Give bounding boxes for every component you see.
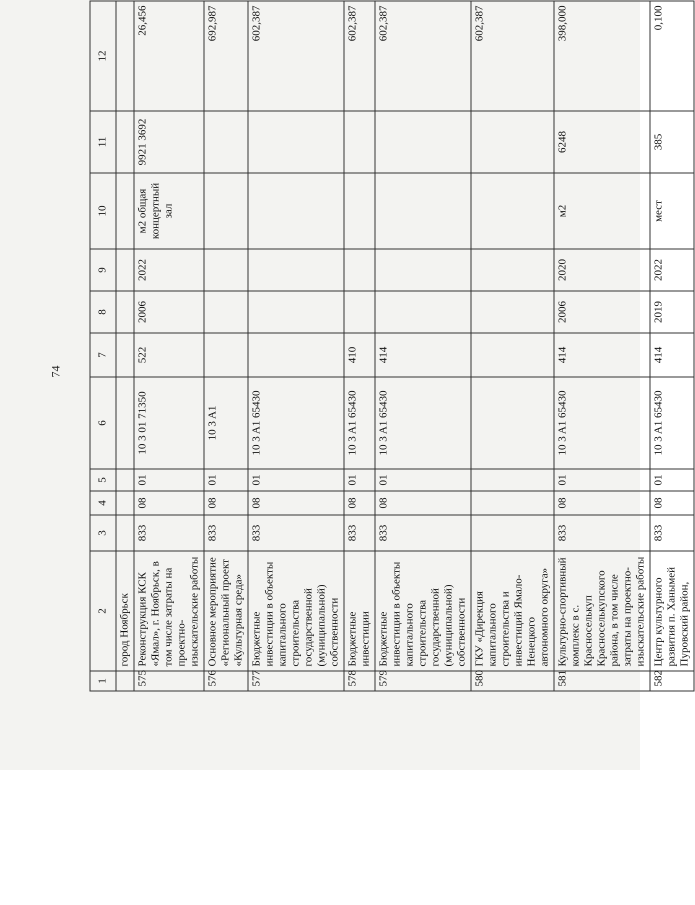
table-cell [204, 111, 248, 173]
header-cell: 2 [90, 551, 116, 671]
header-cell: 8 [90, 291, 116, 333]
table-cell: 10 3 A1 65430 [554, 377, 650, 469]
header-cell: 11 [90, 111, 116, 173]
header-cell: 7 [90, 333, 116, 377]
table-cell: Реконструкция КСК «Ямал», г. Ноябрьск, в том числе затраты на проектно-изыскательские работы [134, 551, 204, 671]
table-cell [116, 173, 134, 249]
table-cell: 577 [248, 671, 344, 691]
table-row [554, 1, 650, 691]
header-cell: 3 [90, 515, 116, 551]
table-cell: город Ноябрьск [116, 551, 134, 671]
table-cell: 9921 3692 [134, 111, 204, 173]
header-cell: 9 [90, 249, 116, 291]
table-cell: 398,000 [554, 1, 650, 111]
table-cell: 833 [134, 515, 204, 551]
header-row [90, 1, 116, 691]
table-cell [116, 1, 134, 111]
table-cell: 581 [554, 671, 650, 691]
table-cell: 692,987 [204, 1, 248, 111]
table-cell: 08 [554, 491, 650, 515]
table-cell: 01 [375, 469, 471, 491]
table-cell: 833 [248, 515, 344, 551]
table-cell: 26,456 [134, 1, 204, 111]
table-cell: 602,387 [344, 1, 375, 111]
table-cell: 10 3 A1 65430 [650, 377, 694, 469]
table-row [116, 1, 134, 691]
table-cell: 575 [134, 671, 204, 691]
table-cell: 833 [554, 515, 650, 551]
table-row [248, 1, 344, 691]
table-cell: 10 3 A1 65430 [248, 377, 344, 469]
table-cell: 01 [650, 469, 694, 491]
table-cell [116, 469, 134, 491]
table-cell [375, 111, 471, 173]
table-cell: 522 [134, 333, 204, 377]
table-cell [248, 291, 344, 333]
table-cell: 10 3 A1 65430 [344, 377, 375, 469]
table-cell: 6248 [554, 111, 650, 173]
table-cell: 833 [375, 515, 471, 551]
table-cell [248, 249, 344, 291]
header-cell: 12 [90, 1, 116, 111]
table-cell: 833 [344, 515, 375, 551]
table-cell: 10 3 A1 65430 [375, 377, 471, 469]
table-cell: 08 [204, 491, 248, 515]
table-cell: Бюджетные инвестиции в объекты капитального строительства государственной (муниципальной) собственности [375, 551, 471, 671]
table-cell: 0,100 [650, 1, 694, 111]
table-cell [471, 333, 554, 377]
table-cell: 01 [554, 469, 650, 491]
table-cell: Бюджетные инвестиции [344, 551, 375, 671]
table-cell: 602,387 [248, 1, 344, 111]
table-cell: Бюджетные инвестиции в объекты капитального строительства государственной (муниципальной) собственности [248, 551, 344, 671]
table-cell: Центр культурного развития п. Ханымей Пуровский район, [650, 551, 694, 671]
table-cell: 414 [375, 333, 471, 377]
table-row [650, 1, 694, 691]
table-cell: 414 [650, 333, 694, 377]
table-cell: 414 [554, 333, 650, 377]
table-cell [375, 249, 471, 291]
table-cell: 2006 [134, 291, 204, 333]
budget-table-rotated [90, 2, 691, 692]
table-cell [116, 291, 134, 333]
table-row [204, 1, 248, 691]
table-cell: 410 [344, 333, 375, 377]
table-cell [204, 291, 248, 333]
table-cell: 2022 [650, 249, 694, 291]
table-cell [471, 491, 554, 515]
table-cell: 08 [650, 491, 694, 515]
table-cell: 578 [344, 671, 375, 691]
header-cell: 4 [90, 491, 116, 515]
table-cell [471, 249, 554, 291]
table-cell [116, 671, 134, 691]
table-row [134, 1, 204, 691]
table-cell: 2022 [134, 249, 204, 291]
table-cell: 580 [471, 671, 554, 691]
table-cell [248, 173, 344, 249]
table-cell: 602,387 [471, 1, 554, 111]
table-cell: м2 [554, 173, 650, 249]
header-cell: 10 [90, 173, 116, 249]
table-cell: 08 [248, 491, 344, 515]
table-cell [248, 111, 344, 173]
table-cell [344, 173, 375, 249]
table-cell: Основное мероприятие «Региональный проект «Культурная среда» [204, 551, 248, 671]
table-cell [204, 333, 248, 377]
table-cell: 579 [375, 671, 471, 691]
table-cell: ГКУ «Дирекция капитального строительства и инвестиций Ямало-Ненецкого автономного округа» [471, 551, 554, 671]
table-cell [248, 333, 344, 377]
table-cell [471, 469, 554, 491]
table-cell [344, 111, 375, 173]
table-cell: 833 [650, 515, 694, 551]
table-cell [344, 249, 375, 291]
table-cell [116, 491, 134, 515]
table-cell [116, 377, 134, 469]
table-cell: 833 [204, 515, 248, 551]
table-cell: 01 [204, 469, 248, 491]
table-cell [471, 291, 554, 333]
table-cell: мест [650, 173, 694, 249]
table-cell [375, 291, 471, 333]
table-cell: м2 общая концертный зал [134, 173, 204, 249]
table-row [471, 1, 554, 691]
table-cell: 08 [375, 491, 471, 515]
table-row [375, 1, 471, 691]
table-cell: 08 [344, 491, 375, 515]
table-cell [116, 333, 134, 377]
table-cell: 582 [650, 671, 694, 691]
table-cell [471, 173, 554, 249]
page-number: 74 [48, 365, 63, 378]
table-cell [116, 111, 134, 173]
table-cell: 2019 [650, 291, 694, 333]
table-cell [204, 173, 248, 249]
table-cell [471, 515, 554, 551]
table-cell [116, 515, 134, 551]
table-cell: Культурно-спортивный комплекс в с. Красноселькуп Красноселькупского района, в том числе затраты на проектно-изыскательские работы [554, 551, 650, 671]
table-cell: 01 [344, 469, 375, 491]
table-cell: 576 [204, 671, 248, 691]
table-cell: 602,387 [375, 1, 471, 111]
header-cell: 1 [90, 671, 116, 691]
budget-table [90, 1, 695, 692]
table-row [344, 1, 375, 691]
table-cell: 08 [134, 491, 204, 515]
table-cell: 10 3 01 71350 [134, 377, 204, 469]
table-cell [375, 173, 471, 249]
table-cell [204, 249, 248, 291]
table-cell: 01 [248, 469, 344, 491]
table-cell: 01 [134, 469, 204, 491]
table-cell: 2006 [554, 291, 650, 333]
header-cell: 5 [90, 469, 116, 491]
table-cell: 2020 [554, 249, 650, 291]
table-cell [344, 291, 375, 333]
table-cell: 385 [650, 111, 694, 173]
table-cell [471, 111, 554, 173]
table-cell [471, 377, 554, 469]
table-cell [116, 249, 134, 291]
header-cell: 6 [90, 377, 116, 469]
table-cell: 10 3 A1 [204, 377, 248, 469]
